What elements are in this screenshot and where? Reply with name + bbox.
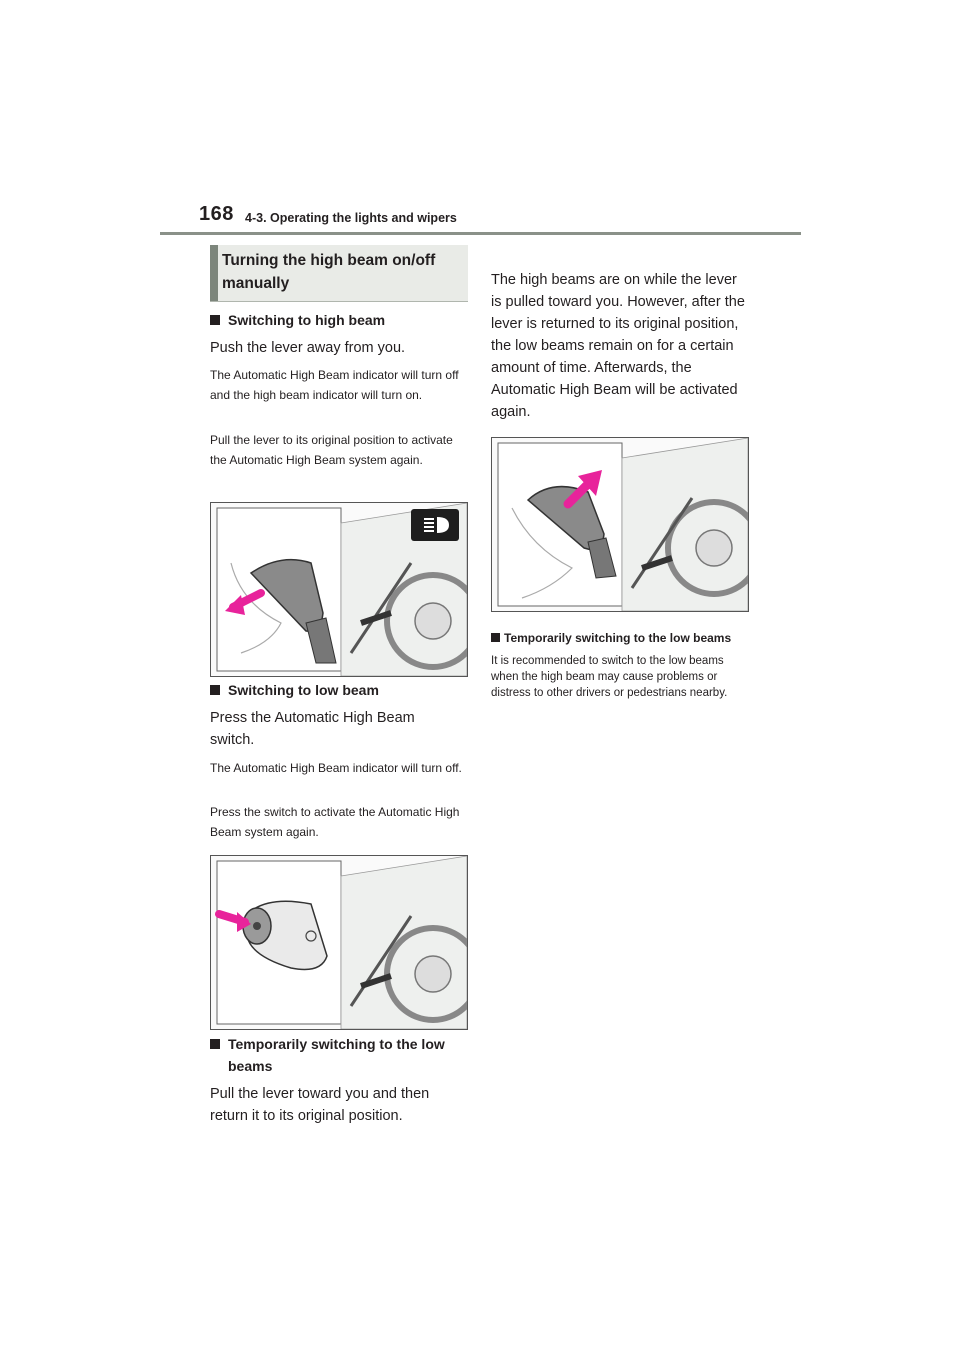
low-beam-note-1: The Automatic High Beam indicator will turn off. (210, 761, 462, 775)
high-beam-note-2: Pull the lever to its original position to activate the Automatic High Beam system again. (210, 433, 453, 467)
low-beam-note-2: Press the switch to activate the Automatic High Beam system again. (210, 805, 460, 839)
figure-press-switch (210, 855, 468, 1030)
temp-low-instruction-part1: Pull the lever toward you and then return it to its original position. (210, 1086, 430, 1124)
section-heading-underline (210, 301, 468, 302)
section-title: Turning the high beam on/off manually (222, 252, 436, 292)
square-bullet-icon (210, 685, 220, 695)
square-bullet-icon (210, 315, 220, 325)
page-number: 168 (199, 203, 234, 225)
subhead-temp-low-beams: Temporarily switching to the low beams (210, 1033, 468, 1077)
header-divider (160, 232, 801, 235)
figure-pull-lever (491, 437, 749, 612)
low-beam-instruction: Press the Automatic High Beam switch. (210, 710, 415, 748)
temp-low-explanation: The high beams are on while the lever is pulled toward you. However, after the lever is returned to its original position, the low beams remain on for a certain amount of time. Afterwards, the Automatic High Beam will be activated again. (491, 272, 745, 420)
high-beam-note-1: The Automatic High Beam indicator will turn off and the high beam indicator will turn on. (210, 368, 459, 402)
tip-subhead: Temporarily switching to the low beams (491, 629, 749, 647)
subhead-high-beam: Switching to high beam (210, 309, 468, 331)
subhead-low-beam: Switching to low beam (210, 679, 468, 701)
chapter-title: 4-3. Operating the lights and wipers (245, 211, 457, 225)
square-bullet-icon (491, 633, 500, 642)
high-beam-instruction: Push the lever away from you. (210, 340, 406, 356)
figure-push-lever (210, 502, 468, 677)
square-bullet-icon (210, 1039, 220, 1049)
tip-text: It is recommended to switch to the low beams when the high beam may cause problems or distress to other drivers or pedestrians nearby. (491, 655, 728, 699)
high-beam-indicator-icon (421, 514, 451, 536)
